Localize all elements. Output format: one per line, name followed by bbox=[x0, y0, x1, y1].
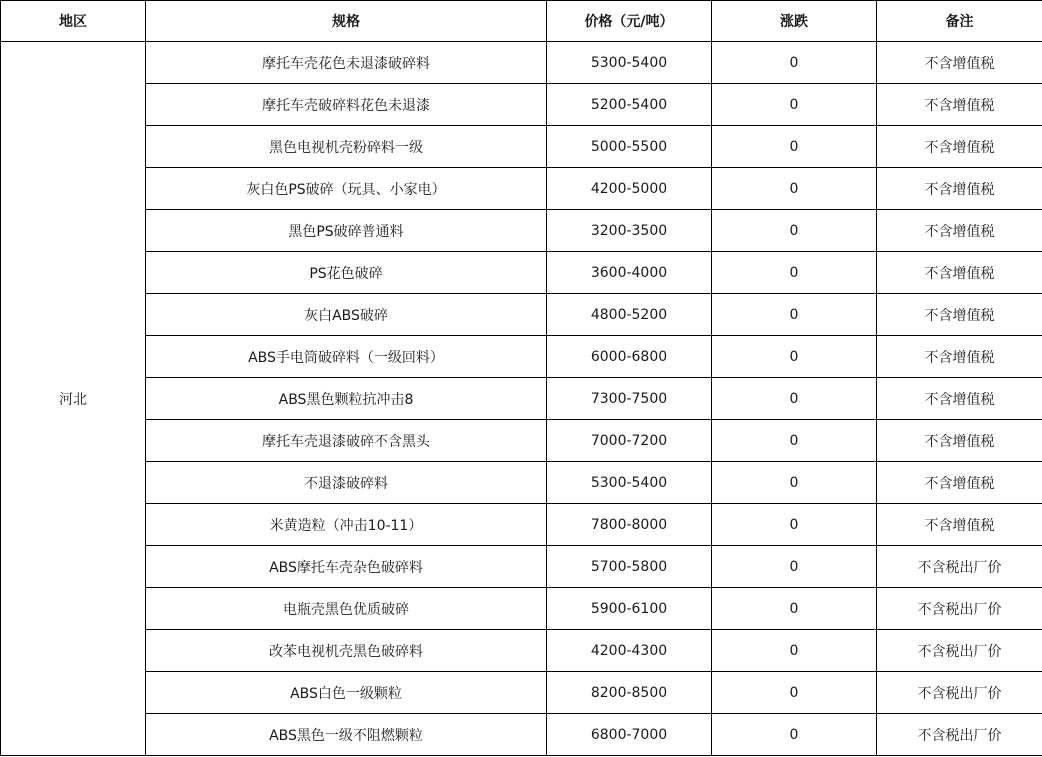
spec-cell: 摩托车壳花色未退漆破碎料 bbox=[146, 42, 547, 84]
spec-cell: ABS摩托车壳杂色破碎料 bbox=[146, 546, 547, 588]
note-cell: 不含增值税 bbox=[877, 168, 1042, 210]
table-row bbox=[1, 210, 1042, 252]
table-row bbox=[1, 714, 1042, 756]
spec-cell: 米黄造粒（冲击10-11） bbox=[146, 504, 547, 546]
change-cell: 0 bbox=[712, 714, 877, 756]
note-cell: 不含增值税 bbox=[877, 504, 1042, 546]
price-cell: 6800-7000 bbox=[547, 714, 712, 756]
table-row bbox=[1, 252, 1042, 294]
spec-cell: 不退漆破碎料 bbox=[146, 462, 547, 504]
change-cell: 0 bbox=[712, 672, 877, 714]
price-cell: 3600-4000 bbox=[547, 252, 712, 294]
note-cell: 不含税出厂价 bbox=[877, 588, 1042, 630]
header-change: 涨跌 bbox=[712, 1, 877, 42]
region-cell: 河北 bbox=[1, 42, 146, 756]
table-row bbox=[1, 294, 1042, 336]
spec-cell: PS花色破碎 bbox=[146, 252, 547, 294]
price-cell: 5300-5400 bbox=[547, 462, 712, 504]
spec-cell: 灰白ABS破碎 bbox=[146, 294, 547, 336]
spec-cell: 黑色电视机壳粉碎料一级 bbox=[146, 126, 547, 168]
table-row bbox=[1, 504, 1042, 546]
change-cell: 0 bbox=[712, 84, 877, 126]
spec-cell: ABS手电筒破碎料（一级回料） bbox=[146, 336, 547, 378]
table-row bbox=[1, 462, 1042, 504]
price-cell: 6000-6800 bbox=[547, 336, 712, 378]
spec-cell: 灰白色PS破碎（玩具、小家电） bbox=[146, 168, 547, 210]
price-cell: 3200-3500 bbox=[547, 210, 712, 252]
note-cell: 不含增值税 bbox=[877, 126, 1042, 168]
note-cell: 不含增值税 bbox=[877, 294, 1042, 336]
table-row bbox=[1, 42, 1042, 84]
table-row bbox=[1, 84, 1042, 126]
spec-cell: ABS黑色颗粒抗冲击8 bbox=[146, 378, 547, 420]
price-cell: 5300-5400 bbox=[547, 42, 712, 84]
change-cell: 0 bbox=[712, 294, 877, 336]
table-row bbox=[1, 378, 1042, 420]
price-cell: 5900-6100 bbox=[547, 588, 712, 630]
price-cell: 4200-4300 bbox=[547, 630, 712, 672]
header-region: 地区 bbox=[1, 1, 146, 42]
note-cell: 不含增值税 bbox=[877, 462, 1042, 504]
spec-cell: 摩托车壳退漆破碎不含黑头 bbox=[146, 420, 547, 462]
header-row bbox=[1, 1, 1042, 42]
price-cell: 4800-5200 bbox=[547, 294, 712, 336]
price-cell: 7300-7500 bbox=[547, 378, 712, 420]
table-row bbox=[1, 336, 1042, 378]
change-cell: 0 bbox=[712, 126, 877, 168]
change-cell: 0 bbox=[712, 588, 877, 630]
price-cell: 8200-8500 bbox=[547, 672, 712, 714]
note-cell: 不含税出厂价 bbox=[877, 714, 1042, 756]
price-cell: 4200-5000 bbox=[547, 168, 712, 210]
table-header bbox=[1, 1, 1042, 42]
spec-cell: ABS黑色一级不阻燃颗粒 bbox=[146, 714, 547, 756]
note-cell: 不含增值税 bbox=[877, 336, 1042, 378]
note-cell: 不含税出厂价 bbox=[877, 672, 1042, 714]
note-cell: 不含增值税 bbox=[877, 210, 1042, 252]
change-cell: 0 bbox=[712, 462, 877, 504]
header-spec: 规格 bbox=[146, 1, 547, 42]
note-cell: 不含增值税 bbox=[877, 252, 1042, 294]
spec-cell: ABS白色一级颗粒 bbox=[146, 672, 547, 714]
table-row bbox=[1, 630, 1042, 672]
spec-cell: 黑色PS破碎普通料 bbox=[146, 210, 547, 252]
change-cell: 0 bbox=[712, 336, 877, 378]
header-note: 备注 bbox=[877, 1, 1042, 42]
price-cell: 7000-7200 bbox=[547, 420, 712, 462]
header-price: 价格（元/吨） bbox=[547, 1, 712, 42]
note-cell: 不含增值税 bbox=[877, 420, 1042, 462]
price-cell: 5000-5500 bbox=[547, 126, 712, 168]
change-cell: 0 bbox=[712, 42, 877, 84]
note-cell: 不含增值税 bbox=[877, 42, 1042, 84]
change-cell: 0 bbox=[712, 504, 877, 546]
table-row bbox=[1, 672, 1042, 714]
note-cell: 不含税出厂价 bbox=[877, 630, 1042, 672]
change-cell: 0 bbox=[712, 630, 877, 672]
note-cell: 不含增值税 bbox=[877, 378, 1042, 420]
change-cell: 0 bbox=[712, 168, 877, 210]
spec-cell: 电瓶壳黑色优质破碎 bbox=[146, 588, 547, 630]
table-row bbox=[1, 168, 1042, 210]
change-cell: 0 bbox=[712, 252, 877, 294]
price-cell: 7800-8000 bbox=[547, 504, 712, 546]
change-cell: 0 bbox=[712, 210, 877, 252]
spec-cell: 改苯电视机壳黑色破碎料 bbox=[146, 630, 547, 672]
note-cell: 不含税出厂价 bbox=[877, 546, 1042, 588]
table-row bbox=[1, 126, 1042, 168]
note-cell: 不含增值税 bbox=[877, 84, 1042, 126]
table-body bbox=[1, 42, 1042, 756]
table-row bbox=[1, 420, 1042, 462]
change-cell: 0 bbox=[712, 546, 877, 588]
price-cell: 5700-5800 bbox=[547, 546, 712, 588]
spec-cell: 摩托车壳破碎料花色未退漆 bbox=[146, 84, 547, 126]
change-cell: 0 bbox=[712, 378, 877, 420]
table-row bbox=[1, 546, 1042, 588]
table-row bbox=[1, 588, 1042, 630]
change-cell: 0 bbox=[712, 420, 877, 462]
price-cell: 5200-5400 bbox=[547, 84, 712, 126]
